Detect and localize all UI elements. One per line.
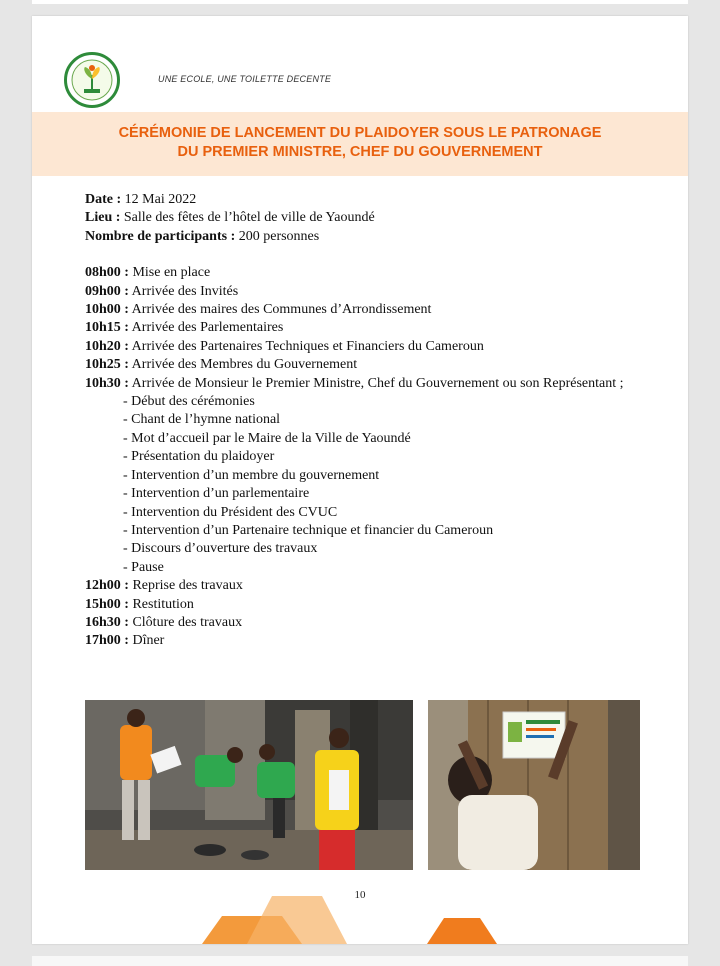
info-date: Date : 12 Mai 2022 [85, 192, 197, 207]
footer-hexagon-decoration [32, 896, 688, 944]
list-item: - Intervention d’un membre du gouvernement [123, 467, 380, 483]
title-line: DU PREMIER MINISTRE, CHEF DU GOUVERNEMENT [177, 144, 543, 160]
next-page-edge [32, 956, 688, 966]
list-item: - Chant de l’hymne national [123, 412, 281, 428]
organization-logo [64, 52, 120, 108]
title-line: CÉRÉMONIE DE LANCEMENT DU PLAIDOYER SOUS LE PATRONAGE [118, 125, 602, 141]
photo-toilet-inspection [85, 700, 413, 870]
program-content [85, 191, 640, 651]
schedule-item: 10h30 : Arrivée de Monsieur le Premier Ministre, Chef du Gouvernement ou son Représentant ; [85, 375, 624, 391]
schedule-item: 16h30 : Clôture des travaux [85, 614, 243, 630]
schedule-item: 12h00 : Reprise des travaux [85, 578, 243, 594]
schedule-item: 10h25 : Arrivée des Membres du Gouvernement [85, 357, 358, 373]
page-title [32, 124, 688, 162]
schedule-item: 10h15 : Arrivée des Parlementaires [85, 320, 284, 336]
previous-page-edge [32, 0, 688, 4]
list-item: - Début des cérémonies [123, 394, 255, 410]
list-item: - Présentation du plaidoyer [123, 449, 275, 465]
list-item: - Mot d’accueil par le Maire de la Ville de Yaoundé [123, 430, 411, 446]
schedule-item: 10h20 : Arrivée des Partenaires Techniques et Financiers du Cameroun [85, 338, 484, 354]
page-number: 10 [354, 889, 366, 901]
slogan: UNE ECOLE, UNE TOILETTE DECENTE [158, 74, 332, 84]
schedule-item: 10h00 : Arrivée des maires des Communes d’Arrondissement [85, 302, 432, 318]
list-item: - Intervention du Président des CVUC [123, 504, 338, 520]
info-location: Lieu : Salle des fêtes de l’hôtel de ville de Yaoundé [85, 210, 375, 226]
ceremony-list [85, 393, 640, 577]
list-item: - Intervention d’un Partenaire technique et financier du Cameroun [123, 522, 494, 538]
list-item: - Pause [123, 559, 164, 575]
schedule-item: 08h00 : Mise en place [85, 265, 211, 281]
document-page [32, 16, 688, 944]
schedule-item: 09h00 : Arrivée des Invités [85, 283, 239, 299]
photo-poster-posting [428, 700, 640, 870]
schedule-item: 15h00 : Restitution [85, 596, 194, 612]
list-item: - Discours d’ouverture des travaux [123, 541, 318, 557]
schedule-item: 17h00 : Dîner [85, 633, 165, 649]
list-item: - Intervention d’un parlementaire [123, 486, 310, 502]
info-participants: Nombre de participants : 200 personnes [85, 228, 320, 244]
